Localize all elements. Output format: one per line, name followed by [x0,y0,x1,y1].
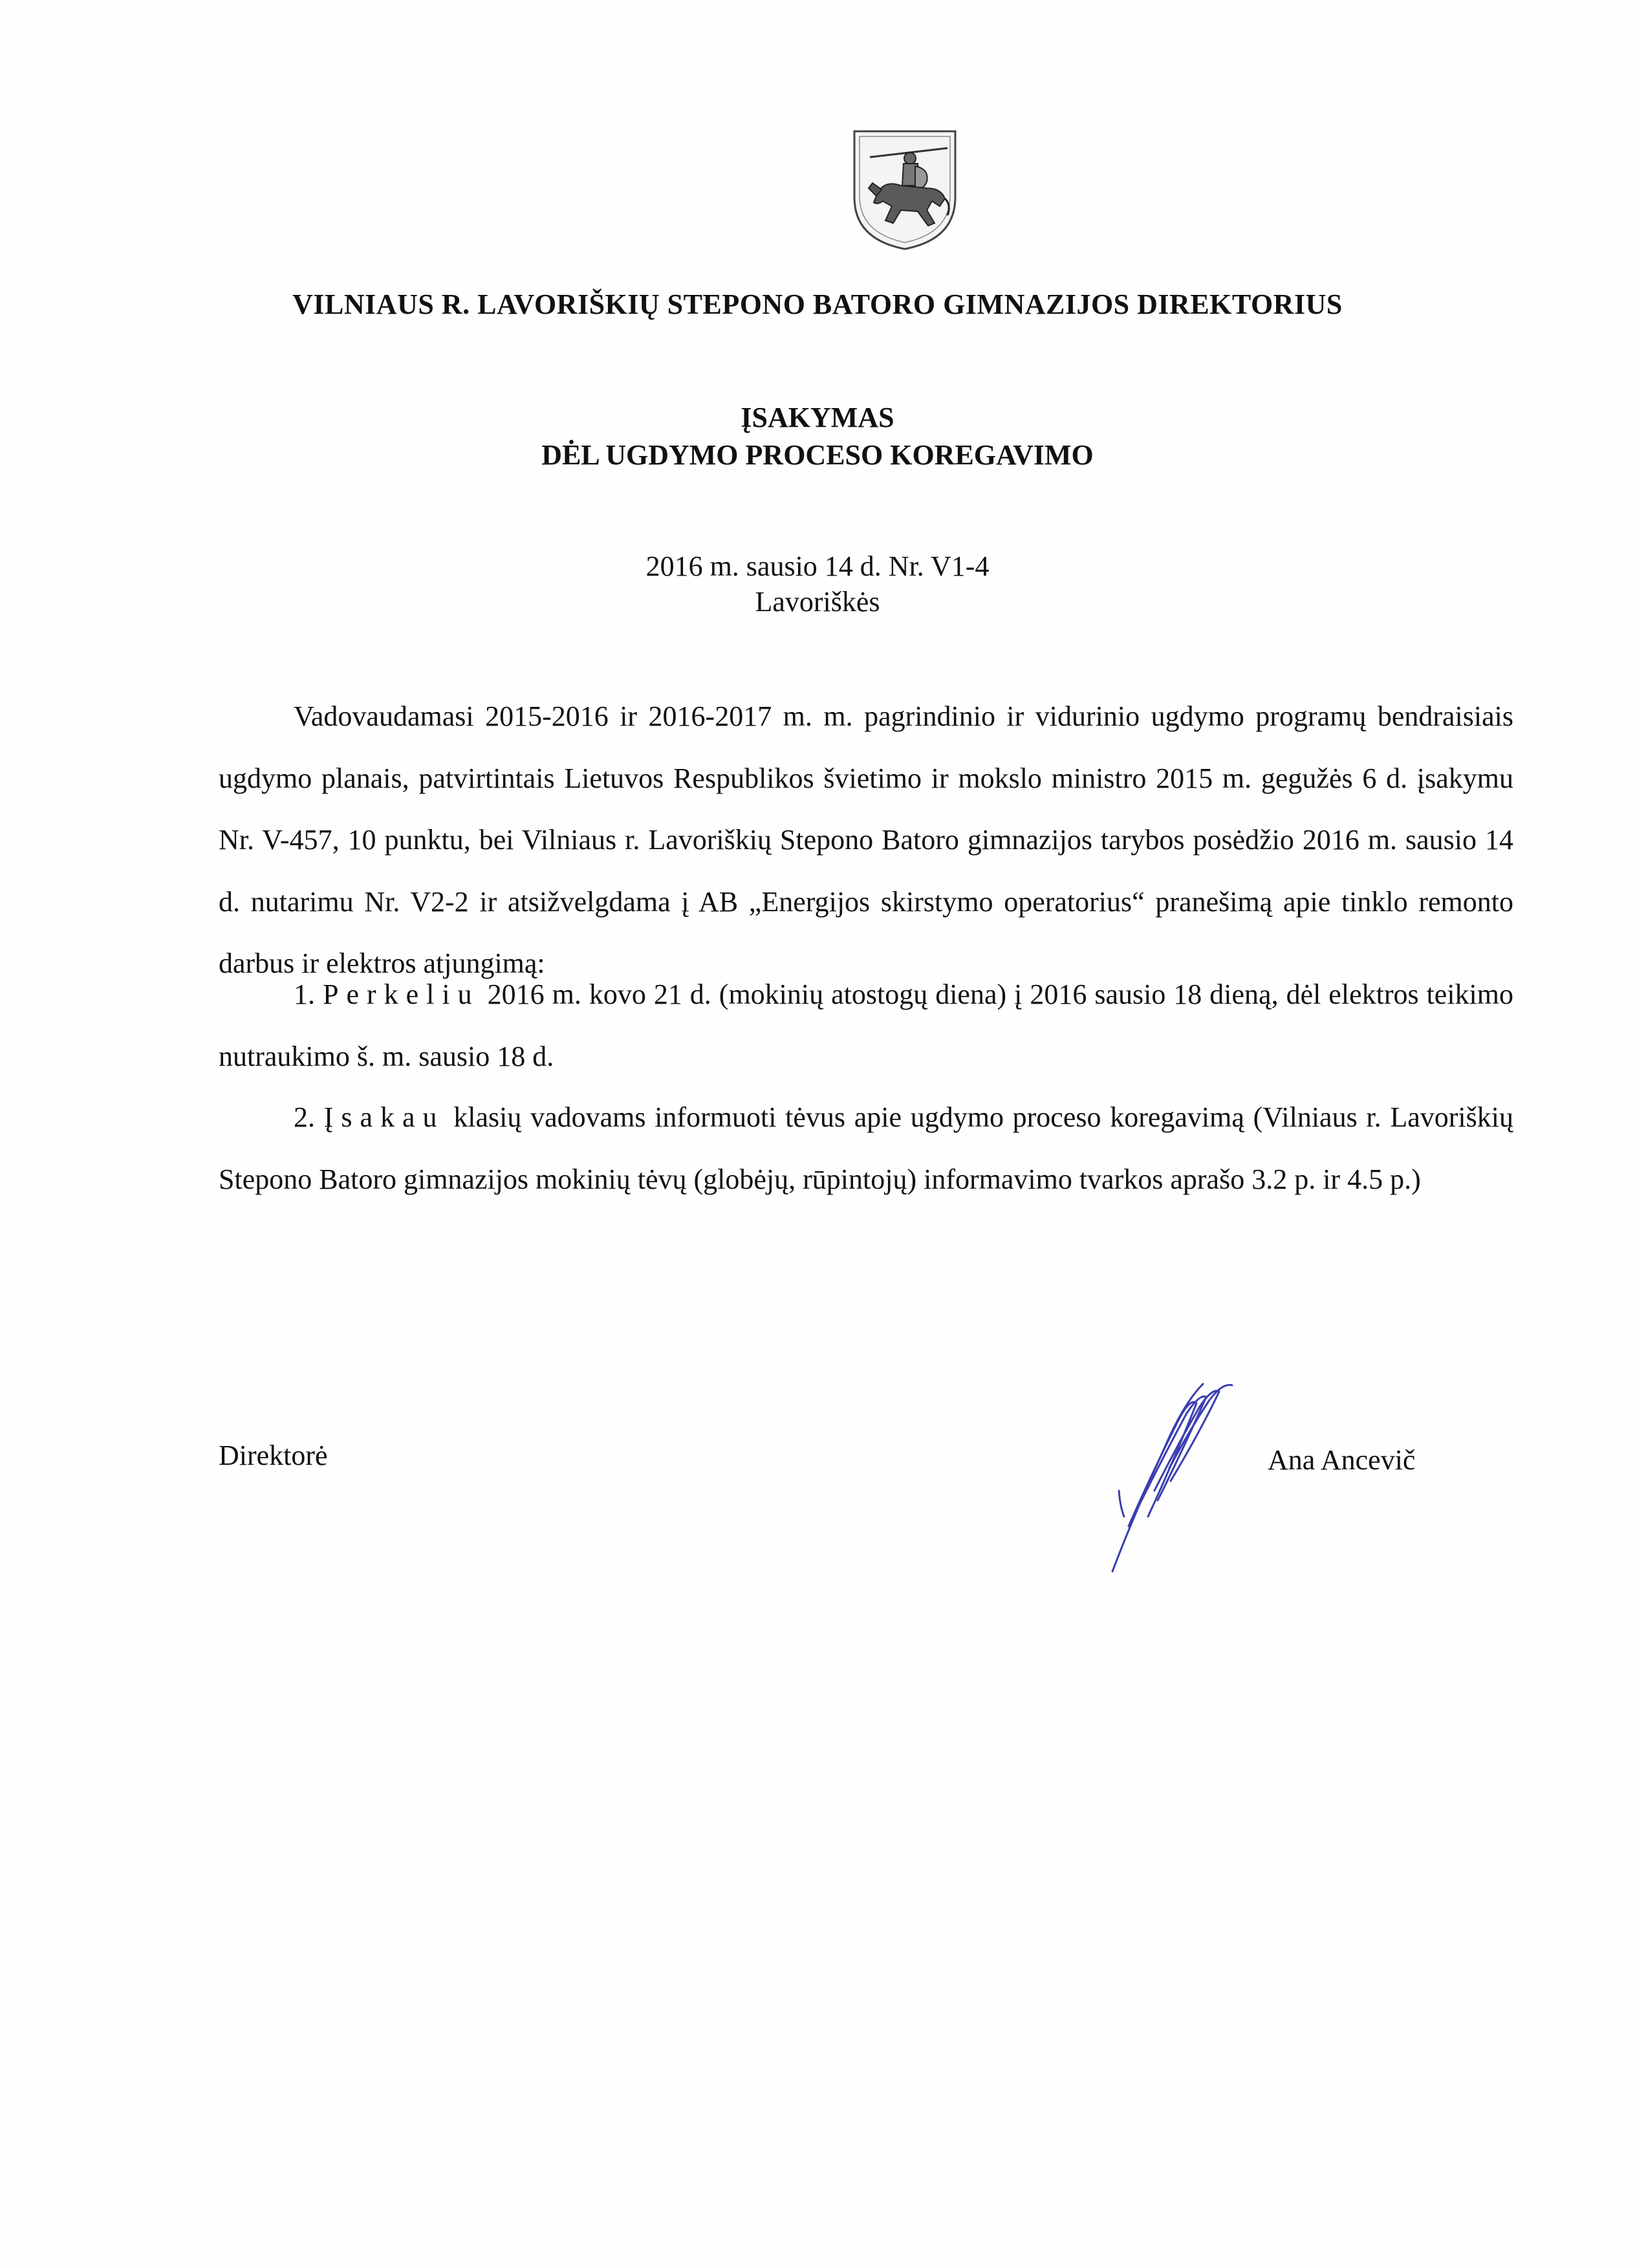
institution-heading: VILNIAUS R. LAVORIŠKIŲ STEPONO BATORO GIMNAZIJOS DIREKTORIUS [292,288,1343,320]
item-text: 2016 m. kovo 21 d. (mokinių atostogų diena) į 2016 sausio 18 dieną, dėl elektros teikimo nutraukimo š. m. sausio 18 d. [219,978,1514,1072]
order-item-1 [219,964,1513,1087]
order-item-1-text [219,964,1513,1087]
signatory-role: Direktorė [219,1440,328,1471]
order-item-2-text [219,1086,1513,1210]
document-type: ĮSAKYMAS [741,402,894,433]
coat-of-arms-icon [850,126,959,252]
intro-paragraph: Vadovaudamasi 2015-2016 ir 2016-2017 m. m. pagrindinio ir vidurinio ugdymo programų bendraisiais ugdymo planais, patvirtintais Lietuvos Respublikos švietimo ir mokslo ministro 2015 m. gegužės 6 d. įsakymu Nr. V-457, 10 punktu, bei Vilniaus r. Lavoriškių Stepono Batoro gimnazijos tarybos posėdžio 2016 m. sausio 14 d. nutarimu Nr. V2-2 ir atsižvelgdama į AB „Energijos skirstymo operatorius“ pranešimą apie tinklo remonto darbus ir elektros atjungimą: [219,700,1513,979]
item-number: 1. [294,978,315,1010]
item-verb: Įsakau [323,1101,445,1133]
item-verb: Perkeliu [323,978,480,1010]
order-item-2 [219,1086,1513,1210]
document-date-number: 2016 m. sausio 14 d. Nr. V1-4 [645,550,990,582]
document-subject: DĖL UGDYMO PROCESO KOREGAVIMO [541,439,1094,471]
document-place: Lavoriškės [755,586,880,618]
item-text: klasių vadovams informuoti tėvus apie ugdymo proceso koregavimą (Vilniaus r. Lavoriškių Stepono Batoro gimnazijos mokinių tėvų (globėjų, rūpintojų) informavimo tvarkos aprašo 3.2 p. ir 4.5 p.) [219,1101,1513,1195]
signatory-name: Ana Ancevič [1268,1444,1416,1476]
handwritten-signature [1093,1377,1242,1578]
item-number: 2. [294,1101,315,1133]
intro-paragraph-block [219,686,1513,995]
